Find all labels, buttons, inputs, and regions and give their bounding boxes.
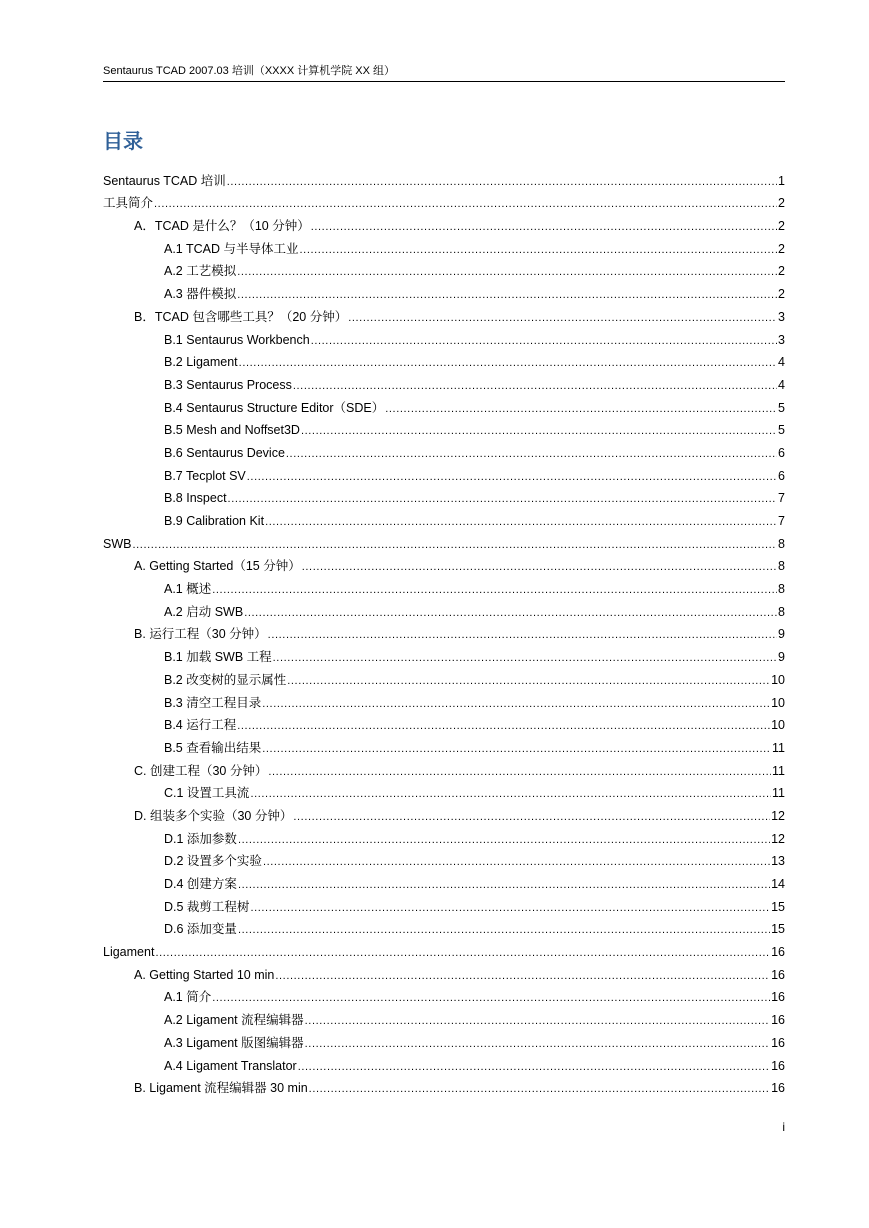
dot-leader bbox=[305, 1035, 770, 1051]
dot-leader bbox=[238, 831, 770, 847]
toc-entry-text: C. 创建工程（30 分钟） bbox=[134, 763, 268, 778]
toc-entry[interactable] bbox=[103, 847, 785, 870]
dot-leader bbox=[250, 785, 771, 801]
toc-entry-page: 16 bbox=[771, 1013, 785, 1028]
toc-title: 目录 bbox=[103, 131, 143, 153]
toc-entry[interactable] bbox=[103, 552, 785, 575]
toc-entry-page: 8 bbox=[778, 604, 785, 619]
toc-entry-text: A.4 Ligament Translator bbox=[164, 1058, 297, 1073]
toc-entry[interactable] bbox=[103, 461, 785, 484]
dot-leader bbox=[293, 377, 777, 393]
toc-entry-page: 7 bbox=[778, 514, 785, 528]
toc-entry-text: A．TCAD 是什么？（10 分钟） bbox=[134, 219, 310, 234]
toc-entry[interactable] bbox=[103, 393, 785, 416]
dot-leader bbox=[301, 422, 777, 438]
toc-entry-page: 2 bbox=[778, 196, 785, 211]
dot-leader bbox=[348, 309, 777, 325]
toc-entry-text: A.1 简介 bbox=[164, 990, 212, 1005]
toc-entry[interactable] bbox=[103, 234, 785, 257]
dot-leader bbox=[262, 695, 770, 711]
dot-leader bbox=[237, 717, 770, 733]
dot-leader bbox=[275, 967, 770, 983]
toc-entry[interactable] bbox=[103, 348, 785, 371]
toc-entry-page: 11 bbox=[772, 763, 785, 778]
toc-entry[interactable] bbox=[103, 189, 785, 212]
toc-entry-text: SWB bbox=[103, 536, 132, 551]
toc-entry-page: 9 bbox=[778, 650, 785, 665]
toc-entry-text: A.3 Ligament 版图编辑器 bbox=[164, 1035, 304, 1050]
dot-leader bbox=[247, 468, 777, 484]
toc-entry-text: C.1 设置工具流 bbox=[164, 786, 250, 801]
toc-entry-page: 2 bbox=[778, 241, 785, 256]
toc-entry[interactable] bbox=[103, 529, 785, 552]
toc-entry-page: 6 bbox=[778, 468, 785, 483]
toc-entry[interactable] bbox=[103, 438, 785, 461]
toc-entry-page: 5 bbox=[778, 423, 785, 438]
toc-entry-page: 16 bbox=[771, 1035, 785, 1050]
dot-leader bbox=[244, 604, 777, 620]
dot-leader bbox=[298, 1058, 770, 1074]
dot-leader bbox=[286, 445, 777, 461]
toc-entry[interactable] bbox=[103, 915, 785, 938]
toc-entry[interactable] bbox=[103, 574, 785, 597]
toc-entry[interactable] bbox=[103, 937, 785, 960]
toc-entry-page: 3 bbox=[778, 332, 785, 347]
toc-entry[interactable] bbox=[103, 484, 785, 507]
toc-entry-page: 10 bbox=[771, 695, 785, 710]
toc-entry-text: B.5 Mesh and Noffset3D bbox=[164, 423, 300, 438]
toc-entry-page: 11 bbox=[772, 740, 785, 755]
toc-entry[interactable] bbox=[103, 620, 785, 643]
dot-leader bbox=[293, 808, 770, 824]
toc-entry[interactable] bbox=[103, 892, 785, 915]
toc-entry-text: B.8 Inspect bbox=[164, 491, 227, 506]
dot-leader bbox=[262, 740, 771, 756]
toc-entry[interactable] bbox=[103, 983, 785, 1006]
toc-entry-text: B.4 Sentaurus Structure Editor（SDE） bbox=[164, 400, 385, 415]
toc-entry-page: 9 bbox=[778, 627, 785, 642]
toc-entry-page: 2 bbox=[778, 219, 785, 234]
toc-entry-page: 16 bbox=[771, 1058, 785, 1073]
toc-entry-text: Sentaurus TCAD 培训 bbox=[103, 173, 226, 188]
toc-entry-page: 8 bbox=[778, 582, 785, 597]
toc-entry[interactable] bbox=[103, 416, 785, 439]
toc-entry[interactable] bbox=[103, 1051, 785, 1074]
toc-entry-page: 3 bbox=[778, 309, 785, 324]
dot-leader bbox=[385, 400, 777, 416]
toc-entry-page: 7 bbox=[778, 491, 785, 506]
toc-entry-text: 工具简介 bbox=[103, 196, 154, 211]
dot-leader bbox=[237, 263, 777, 279]
toc-entry-page: 11 bbox=[772, 786, 785, 801]
dot-leader bbox=[311, 218, 777, 234]
table-of-contents bbox=[103, 166, 785, 1096]
toc-entry-text: B.5 查看输出结果 bbox=[164, 740, 262, 755]
toc-entry-page: 15 bbox=[771, 899, 785, 914]
toc-entry[interactable] bbox=[103, 1028, 785, 1051]
toc-entry-text: D.1 添加参数 bbox=[164, 831, 237, 846]
toc-entry-page: 6 bbox=[778, 445, 785, 460]
toc-entry-text: A.1 概述 bbox=[164, 582, 212, 597]
toc-entry-page: 4 bbox=[778, 355, 785, 370]
toc-entry-page: 4 bbox=[778, 377, 785, 392]
dot-leader bbox=[265, 513, 777, 529]
toc-entry[interactable] bbox=[103, 756, 785, 779]
toc-entry-page: 1 bbox=[778, 173, 785, 188]
dot-leader bbox=[238, 876, 770, 892]
toc-entry[interactable] bbox=[103, 801, 785, 824]
toc-entry[interactable] bbox=[103, 1005, 785, 1028]
toc-entry-text: A.3 器件模拟 bbox=[164, 287, 237, 302]
dot-leader bbox=[212, 989, 770, 1005]
dot-leader bbox=[300, 241, 778, 257]
toc-entry[interactable] bbox=[103, 960, 785, 983]
toc-entry-text: B.9 Calibration Kit bbox=[164, 514, 265, 528]
toc-entry-page: 10 bbox=[771, 718, 785, 733]
toc-entry-page: 16 bbox=[771, 945, 785, 960]
toc-entry-page: 12 bbox=[771, 831, 785, 846]
toc-entry[interactable] bbox=[103, 257, 785, 280]
toc-entry-text: A.2 启动 SWB bbox=[164, 604, 244, 619]
dot-leader bbox=[263, 853, 770, 869]
toc-entry-text: Ligament bbox=[103, 945, 155, 960]
footer-page-number: i bbox=[782, 1120, 785, 1134]
dot-leader bbox=[212, 581, 777, 597]
toc-entry-text: D.6 添加变量 bbox=[164, 922, 237, 937]
toc-entry-text: B.1 加载 SWB 工程 bbox=[164, 650, 272, 665]
dot-leader bbox=[154, 195, 777, 211]
dot-leader bbox=[239, 354, 777, 370]
toc-entry[interactable] bbox=[103, 302, 785, 325]
toc-entry-text: B.2 Ligament bbox=[164, 355, 238, 370]
toc-entry-text: D.4 创建方案 bbox=[164, 877, 237, 891]
toc-entry-page: 5 bbox=[778, 400, 785, 415]
toc-entry-page: 2 bbox=[778, 264, 785, 279]
toc-entry[interactable] bbox=[103, 824, 785, 847]
dot-leader bbox=[268, 626, 777, 642]
toc-entry-text: A. Getting Started（15 分钟） bbox=[134, 559, 301, 574]
toc-entry[interactable] bbox=[103, 597, 785, 620]
toc-entry[interactable] bbox=[103, 733, 785, 756]
dot-leader bbox=[228, 490, 778, 506]
toc-entry-text: A.1 TCAD 与半导体工业 bbox=[164, 241, 299, 256]
dot-leader bbox=[238, 921, 770, 937]
toc-entry[interactable] bbox=[103, 325, 785, 348]
toc-entry-page: 15 bbox=[771, 922, 785, 937]
toc-entry-page: 2 bbox=[778, 287, 785, 302]
dot-leader bbox=[305, 1012, 770, 1028]
toc-entry[interactable] bbox=[103, 506, 785, 529]
toc-entry-text: B. 运行工程（30 分钟） bbox=[134, 627, 267, 642]
toc-entry-page: 10 bbox=[771, 672, 785, 687]
dot-leader bbox=[250, 899, 770, 915]
toc-entry-page: 16 bbox=[771, 967, 785, 982]
dot-leader bbox=[273, 649, 777, 665]
toc-entry-text: A.2 工艺模拟 bbox=[164, 264, 237, 279]
toc-entry[interactable] bbox=[103, 279, 785, 302]
toc-entry-text: B.2 改变树的显示属性 bbox=[164, 672, 287, 687]
dot-leader bbox=[309, 1080, 770, 1096]
toc-entry[interactable] bbox=[103, 642, 785, 665]
toc-entry-page: 8 bbox=[778, 536, 785, 551]
toc-entry-page: 16 bbox=[771, 1081, 785, 1096]
toc-entry-text: B.3 Sentaurus Process bbox=[164, 377, 292, 392]
dot-leader bbox=[302, 558, 777, 574]
toc-entry-page: 12 bbox=[771, 808, 785, 823]
toc-entry-text: D.2 设置多个实验 bbox=[164, 854, 262, 869]
dot-leader bbox=[227, 173, 777, 189]
toc-entry-page: 8 bbox=[778, 559, 785, 574]
toc-entry-page: 14 bbox=[771, 877, 785, 891]
toc-entry-text: B.1 Sentaurus Workbench bbox=[164, 332, 310, 347]
dot-leader bbox=[287, 672, 770, 688]
running-header: Sentaurus TCAD 2007.03 培训（XXXX 计算机学院 XX 组） bbox=[103, 62, 785, 82]
toc-entry-page: 13 bbox=[771, 854, 785, 869]
dot-leader bbox=[311, 332, 777, 348]
dot-leader bbox=[155, 944, 770, 960]
toc-entry[interactable] bbox=[103, 869, 785, 892]
toc-entry-text: B.3 清空工程目录 bbox=[164, 695, 262, 710]
toc-entry[interactable] bbox=[103, 211, 785, 234]
toc-entry[interactable] bbox=[103, 1074, 785, 1097]
toc-entry-text: A.2 Ligament 流程编辑器 bbox=[164, 1013, 304, 1028]
toc-entry[interactable] bbox=[103, 779, 785, 802]
toc-entry[interactable] bbox=[103, 711, 785, 734]
toc-entry-page: 16 bbox=[771, 990, 785, 1005]
dot-leader bbox=[237, 286, 777, 302]
toc-entry-text: A. Getting Started 10 min bbox=[134, 967, 275, 982]
toc-entry-text: B.4 运行工程 bbox=[164, 718, 237, 733]
dot-leader bbox=[268, 763, 771, 779]
toc-entry-text: B.7 Tecplot SV bbox=[164, 468, 246, 483]
toc-entry[interactable] bbox=[103, 665, 785, 688]
toc-entry-text: B.6 Sentaurus Device bbox=[164, 445, 285, 460]
toc-entry[interactable] bbox=[103, 370, 785, 393]
toc-entry-text: D.5 裁剪工程树 bbox=[164, 899, 250, 914]
toc-entry-text: D. 组装多个实验（30 分钟） bbox=[134, 808, 293, 823]
dot-leader bbox=[132, 536, 777, 552]
toc-entry-text: B. Ligament 流程编辑器 30 min bbox=[134, 1081, 308, 1096]
toc-entry[interactable] bbox=[103, 688, 785, 711]
toc-entry[interactable] bbox=[103, 166, 785, 189]
toc-entry-text: B．TCAD 包含哪些工具？（20 分钟） bbox=[134, 309, 348, 324]
